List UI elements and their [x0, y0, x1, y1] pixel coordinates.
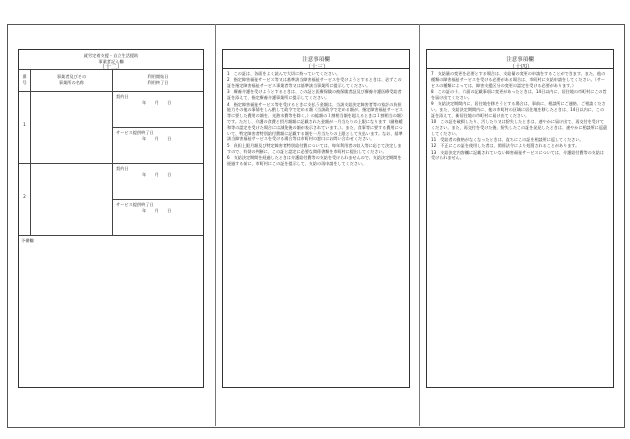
service-end-date-label: サービス提供終了日	[116, 202, 154, 207]
notes-list	[227, 71, 404, 167]
note-item: 3 療養介護を受けようとするときは、この証と医療保険の被保険者証及び療養介護医療受給者証を添えて、指定療養介護事業所に提示してください。	[227, 89, 402, 101]
column-number: （十四）	[508, 64, 533, 71]
col-period-line-1: 利用開始日	[147, 74, 169, 79]
service-end-date-cell	[113, 200, 203, 236]
col-name-line-2: 事業所の名称	[58, 79, 85, 85]
col-header-period	[113, 70, 203, 92]
note-item: 7 支給量の変更を必要とする場合は、支給量の変更の申請をすることができます。また、他の種類の障害福祉サービスを受ける必要がある場合は、市町村に支給申請をしてください。（サービスの種類によっては、障害支援区分の変更の認定を受ける必要があります。）	[431, 71, 606, 88]
service-end-date-value: 年 月 日	[142, 135, 172, 141]
service-end-date-value: 年 月 日	[142, 207, 172, 213]
header-line-2: 事業者記入欄	[98, 58, 124, 64]
provider-name-cell	[31, 92, 113, 164]
row-number: 2	[19, 164, 31, 236]
contract-date-label: 契約日	[116, 166, 129, 171]
contract-date-value: 年 月 日	[142, 99, 172, 105]
column-12	[7, 24, 215, 426]
note-item: 4 指定障害福祉サービス等を受けるときに支払う金額は、当該支給決定障害者等の家計の負担能力その他の事情をしん酌して政令で定める額（当該政令で定める額が、指定障害福祉サービス等に要した費用の額を、光熱水費等を除く。）の総額の１割相当額を超えるときは１割相当の額）です。ただし、介護の食費と摂月額額に記載された金額が一月当たりの上限になります（厳格緩和等の認定を受けた場合には減免後の額が表示されています。）。また、食事等に要する費用について、特定障害者特別給付費額に記載する額を一月当たりの上限として支払います。なお、基準該当障害福祉サービスを受ける場合等は市町村の窓口にお問い合わせください。	[227, 101, 404, 142]
col-header-number	[19, 70, 31, 92]
notes-box	[426, 49, 614, 388]
service-end-date-label: サービス提供終了日	[116, 130, 154, 135]
contract-date-value: 年 月 日	[142, 171, 172, 177]
provider-entry-box	[18, 49, 204, 388]
col-no-line-2: 号	[22, 79, 27, 85]
note-item: 1 この証は、各面をよく読んで大切に持っていてください。	[227, 71, 341, 76]
header-line-1: 就労定着支援・自立生活援助	[83, 53, 139, 58]
col-no-line-1: 番	[22, 74, 27, 79]
col-period-line-2: 利用終了日	[147, 79, 169, 85]
col-header-name	[31, 70, 113, 92]
column-14	[419, 24, 623, 426]
note-item: 8 この証の十、六面の記載事項に変更があったときは、14日以内に、居住地の市町村にこの旨を届け出てください。	[431, 88, 607, 100]
note-item: 12 不正にこの証を使用した者は、関係法令により処罰されることがあります。	[431, 143, 580, 149]
note-item: 6 支給決定期間を経過したときは介護給付費等の支給を受けられませんので、支給決定期間を経過する前に、市町村にこの証を提示して、支給の再申請をしてください。	[227, 154, 402, 166]
col-name-line-1: 事業者及びその	[56, 74, 87, 79]
column-number: （十三）	[304, 64, 329, 71]
column-13	[215, 24, 419, 426]
provider-name-cell	[31, 164, 113, 236]
notes-box	[222, 49, 410, 388]
notes-title: 注意事項欄	[427, 50, 613, 69]
note-item: 11 受給者の資格がなくなったときは、直ちにこの証を相談所に返してください。	[431, 136, 584, 142]
service-end-date-cell	[113, 128, 203, 164]
note-item: 13 支給決定内容欄に記載されていない障害福祉サービスについては、介護給付費等の支給は受けられません。	[431, 149, 604, 161]
note-item: 2 指定障害福祉サービス等又は基準該当障害福祉サービスを受けようとするときは、必ずこの証を指定障害福祉サービス事業者等又は基準該当事業所に提示してください。	[227, 77, 402, 89]
contract-date-cell	[113, 164, 203, 200]
column-number: （十二）	[98, 64, 123, 71]
notes-list	[431, 71, 608, 162]
contract-date-cell	[113, 92, 203, 128]
row-number: 1	[19, 92, 31, 164]
contract-date-label: 契約日	[116, 94, 129, 99]
memo-label: 予備欄	[21, 238, 34, 243]
provider-entry-header	[19, 50, 203, 70]
note-item: 10 この証を破損したり、汚したり又は紛失したときは、速やかに届け出て、再交付を受けてください。また、再交付を受けた後、紛失したこの証を発見したときは、速やかに相談所に返還してください。	[431, 119, 608, 136]
note-item: 9 支給決定期間内に、居住地を移そうとする場合は、事前に、相談所にご連絡、ご相談ください。また、支給決定期間内に、他の市町村の区域に居住地を移したときは、14日以内に、この証を添えて、新居住地の市町村に届け出てください。	[431, 101, 606, 118]
notes-title: 注意事項欄	[223, 50, 409, 69]
note-item: 5 負担上限月額及び特定障害者特別給付費については、毎年利用者の収入等に応じて決定しますので、有効の判断に、この証と認定に必要な関係書類を市町村に提出してください。	[227, 142, 402, 154]
